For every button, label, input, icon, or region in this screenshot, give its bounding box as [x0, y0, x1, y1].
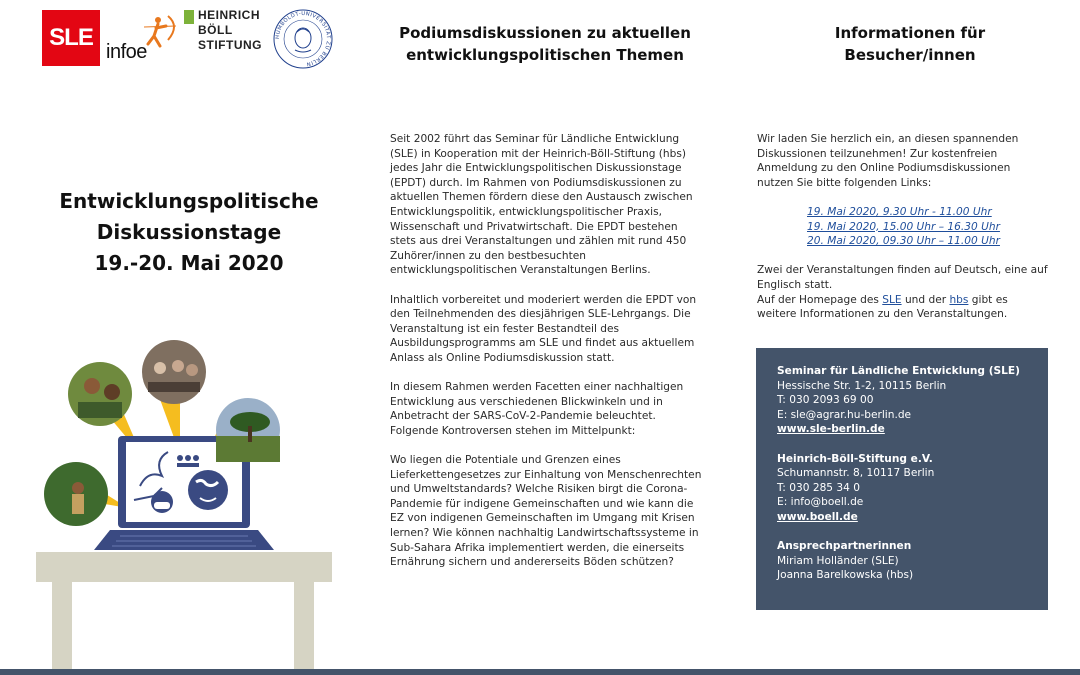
- homepage-note-pre: Auf der Homepage des: [757, 293, 883, 306]
- sle-homepage-link[interactable]: SLE: [882, 293, 902, 306]
- middle-column-text: [390, 132, 704, 584]
- sle-logo: [42, 10, 100, 66]
- contact-persons: [777, 539, 1030, 583]
- seal-ring-text: HUMBOLDT-UNIVERSITÄT ZU BERLIN: [274, 10, 332, 67]
- paragraph-facets: In diesem Rahmen werden Facetten einer nachhaltigen Entwicklung aus verschiedenen Blickwinkeln und in Anbetracht der SARS-CoV-2-Pandemie beleuchtet. Folgende Kontroversen stehen im Mittelpunkt:: [390, 381, 684, 437]
- boell-logo: [184, 8, 264, 64]
- contact-person-1: Miriam Holländer (SLE): [777, 554, 899, 567]
- laptop-illustration: [30, 336, 340, 669]
- table-leg-left: [52, 582, 72, 669]
- sle-logo-text: SLE: [49, 24, 93, 51]
- contact-hbs: [777, 452, 1030, 525]
- middle-column-heading: [375, 22, 715, 66]
- contact-sle-phone: T: 030 2093 69 00: [777, 394, 874, 407]
- photo-people-field: [68, 362, 132, 426]
- contact-sle-url[interactable]: www.sle-berlin.de: [777, 423, 885, 436]
- paragraph-intro: Seit 2002 führt das Seminar für Ländliche Entwicklung (SLE) in Kooperation mit der Heinrich-Böll-Stiftung (hbs) jedes Jahr die Entwicklungspolitischen Diskussionstage (EPDT) durch. Im Rahmen von Podiumsdiskussionen zu aktuellen Themen fördern diese den Austausch zwischen Entwicklungspolitik, entwicklungspolitischer Praxis, Wissenschaft und Privatwirtschaft. Die EPDT bestehen stets aus drei Veranstaltungen und zählen mit rund 450 Zuhörer/innen zu den bestbesuchten entwicklungspolitischen Veranstaltungen Berlins.: [390, 133, 693, 277]
- paragraph-questions: Wo liegen die Potentiale und Grenzen eines Lieferkettengesetzes zur Einhaltung von Menschenrechten und Umweltstandards? Welche Risiken birgt die Corona-Pandemie für indigene Gemeinschaften und wie kann die EZ von indigenen Gemeinschaften im Umgang mit Krisen lernen? Wie können nachhaltig Landwirtschaftssysteme in Sub-Sahara Afrika implementiert werden, die einerseits Ernährung sichern und andererseits Böden schützen?: [390, 454, 702, 569]
- homepage-note-mid: und der: [901, 293, 950, 306]
- middle-heading-line-1: Podiumsdiskussionen zu aktuellen: [399, 24, 691, 42]
- contact-sle-email: E: sle@agrar.hu-berlin.de: [777, 408, 912, 421]
- language-note: Zwei der Veranstaltungen finden auf Deutsch, eine auf Englisch statt.: [757, 264, 1048, 291]
- contact-hbs-email: E: info@boell.de: [777, 496, 864, 509]
- boell-mark-icon: [184, 10, 194, 24]
- middle-heading-line-2: entwicklungspolitischen Themen: [406, 46, 684, 64]
- humboldt-university-seal: [272, 8, 334, 70]
- contact-box: [756, 348, 1048, 610]
- hbs-homepage-link[interactable]: hbs: [949, 293, 969, 306]
- photo-forest-person: [44, 462, 108, 526]
- contact-hbs-phone: T: 030 285 34 0: [777, 481, 861, 494]
- laptop-keyboard: [94, 530, 274, 550]
- event-title-line-2: Diskussionstage: [96, 220, 282, 244]
- photo-panel-discussion: [142, 340, 206, 404]
- infoe-logo: [104, 14, 184, 66]
- contact-hbs-address: Schumannstr. 8, 10117 Berlin: [777, 467, 935, 480]
- right-heading-line-2: Besucher/innen: [844, 46, 976, 64]
- event-title-line-1: Entwicklungspolitische: [59, 189, 319, 213]
- svg-text:HUMBOLDT-UNIVERSITÄT ZU BERLIN: [275, 11, 332, 67]
- contact-sle: [777, 364, 1030, 437]
- infoe-logo-text: infoe: [106, 41, 147, 63]
- event-date: 19.-20. Mai 2020: [94, 251, 284, 275]
- registration-links: [807, 205, 1049, 249]
- globe-mask-icon: [188, 470, 228, 510]
- photo-tree-landscape: [216, 398, 280, 462]
- event-title: [20, 186, 358, 279]
- registration-link-1[interactable]: 19. Mai 2020, 9.30 Uhr - 11.00 Uhr: [807, 205, 992, 218]
- contact-person-2: Joanna Barelkowska (hbs): [777, 569, 914, 582]
- right-heading-line-1: Informationen für: [834, 24, 986, 42]
- registration-link-3[interactable]: 20. Mai 2020, 09.30 Uhr – 11.00 Uhr: [807, 235, 1000, 248]
- contact-persons-heading: Ansprechpartnerinnen: [777, 540, 912, 553]
- contact-hbs-url[interactable]: www.boell.de: [777, 510, 858, 523]
- right-column-heading: [780, 22, 1040, 66]
- contact-sle-address: Hessische Str. 1-2, 10115 Berlin: [777, 379, 947, 392]
- table-top: [36, 552, 332, 582]
- registration-intro: Wir laden Sie herzlich ein, an diesen spannenden Diskussionen teilzunehmen! Zur kostenfreien Anmeldung zu den Online Podiumsdiskussionen nutzen Sie bitte folgenden Links:: [757, 133, 1019, 189]
- boell-line-3: STIFTUNG: [198, 38, 262, 52]
- paragraph-organisation: Inhaltlich vorbereitet und moderiert werden die EPDT von den Teilnehmenden des diesjährigen SLE-Lehrgangs. Die Veranstaltung ist ein fester Bestandteil des Ausbildungsprogramms am SLE und findet aus aktuellem Anlass als Online Podiumsdiskussion statt.: [390, 293, 697, 364]
- contact-sle-name: Seminar für Ländliche Entwicklung (SLE): [777, 365, 1021, 377]
- homepage-note-post: gibt es weitere Informationen zu den Veranstaltungen.: [757, 293, 1008, 321]
- boell-line-2: BÖLL: [198, 23, 233, 37]
- table-leg-right: [294, 582, 314, 669]
- boell-line-1: HEINRICH: [198, 8, 261, 22]
- bottom-bar: [0, 669, 1080, 675]
- university-seal-icon: [272, 8, 334, 70]
- homepage-note: [757, 293, 1049, 322]
- right-column-text: [757, 132, 1049, 336]
- registration-link-2[interactable]: 19. Mai 2020, 15.00 Uhr – 16.30 Uhr: [807, 220, 1000, 233]
- face-mask-icon: [151, 491, 173, 513]
- contact-hbs-name: Heinrich-Böll-Stiftung e.V.: [777, 452, 933, 465]
